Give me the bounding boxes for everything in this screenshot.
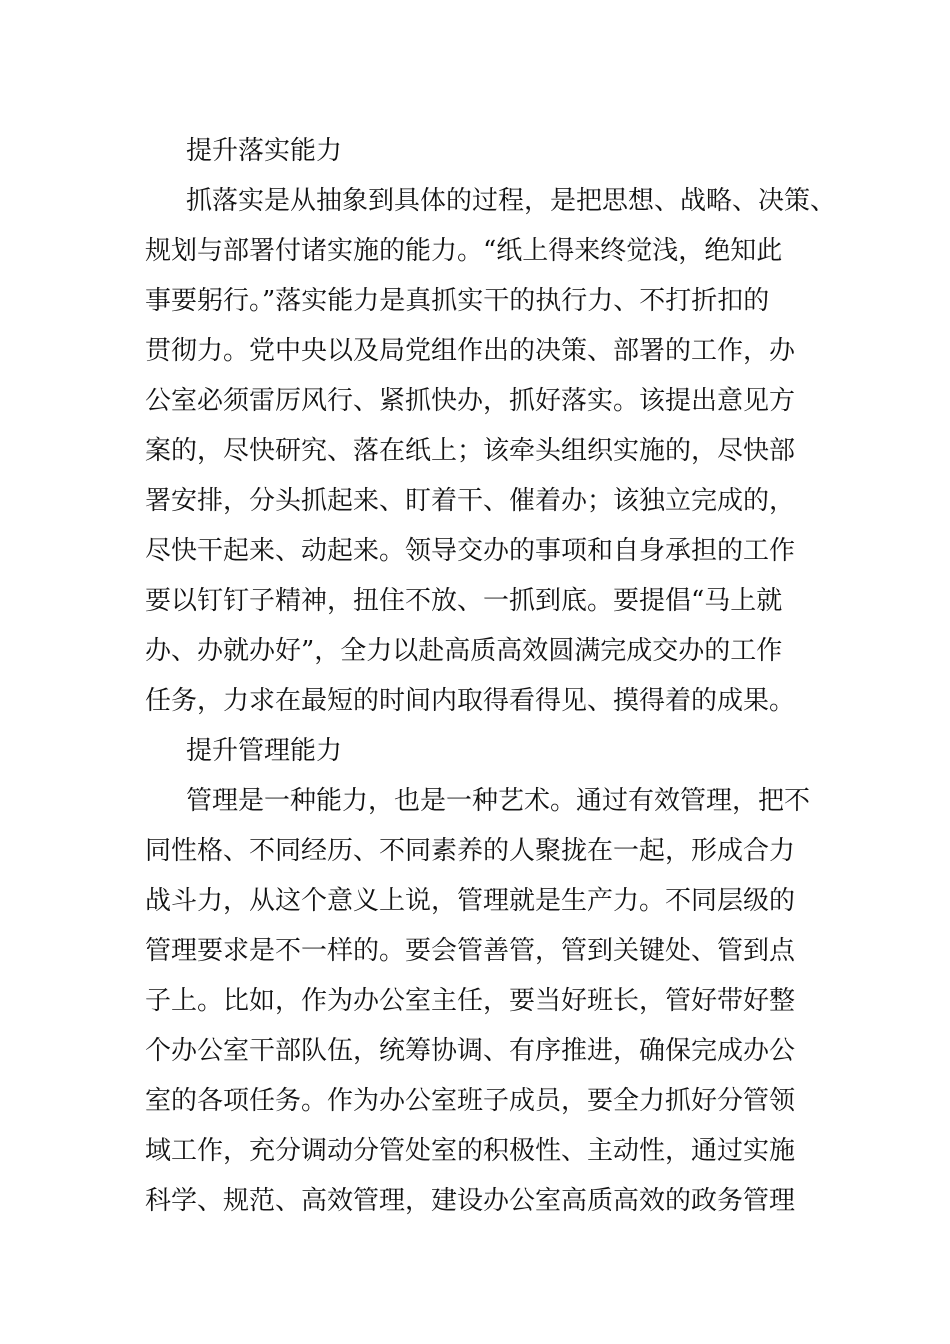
paragraph-line: 事要躬行。”落实能力是真抓实干的执行力、不打折扣的: [145, 286, 770, 316]
section-heading: 提升落实能力: [186, 136, 343, 166]
paragraph-line: 战斗力，从这个意义上说，管理就是生产力。不同层级的: [145, 886, 796, 916]
paragraph-line: 规划与部署付诸实施的能力。“纸上得来终觉浅，绝知此: [145, 236, 783, 266]
paragraph-line: 域工作，充分调动分管处室的积极性、主动性，通过实施: [145, 1136, 796, 1166]
paragraph-line: 办、办就办好”，全力以赴高质高效圆满完成交办的工作: [145, 636, 783, 666]
paragraph-line: 贯彻力。党中央以及局党组作出的决策、部署的工作，办: [145, 336, 796, 366]
paragraph-line: 管理要求是不一样的。要会管善管，管到关键处、管到点: [145, 936, 796, 966]
paragraph-line: 个办公室干部队伍，统筹协调、有序推进，确保完成办公: [145, 1036, 796, 1066]
paragraph-line: 公室必须雷厉风行、紧抓快办，抓好落实。该提出意见方: [145, 386, 796, 416]
section-heading: 提升管理能力: [186, 736, 343, 766]
paragraph-line: 子上。比如，作为办公室主任，要当好班长，管好带好整: [145, 986, 796, 1016]
paragraph-line: 案的，尽快研究、落在纸上；该牵头组织实施的，尽快部: [145, 436, 796, 466]
paragraph-line: 要以钉钉子精神，扭住不放、一抓到底。要提倡“马上就: [145, 586, 783, 616]
paragraph-line: 科学、规范、高效管理，建设办公室高质高效的政务管理: [145, 1186, 796, 1216]
paragraph-line: 抓落实是从抽象到具体的过程，是把思想、战略、决策、: [186, 186, 837, 216]
paragraph-line: 署安排，分头抓起来、盯着干、催着办；该独立完成的，: [145, 486, 796, 516]
paragraph-line: 同性格、不同经历、不同素养的人聚拢在一起，形成合力: [145, 836, 796, 866]
paragraph-line: 任务，力求在最短的时间内取得看得见、摸得着的成果。: [145, 686, 796, 716]
paragraph-line: 尽快干起来、动起来。领导交办的事项和自身承担的工作: [145, 536, 796, 566]
paragraph-line: 管理是一种能力，也是一种艺术。通过有效管理，把不: [186, 786, 811, 816]
paragraph-line: 室的各项任务。作为办公室班子成员，要全力抓好分管领: [145, 1086, 796, 1116]
